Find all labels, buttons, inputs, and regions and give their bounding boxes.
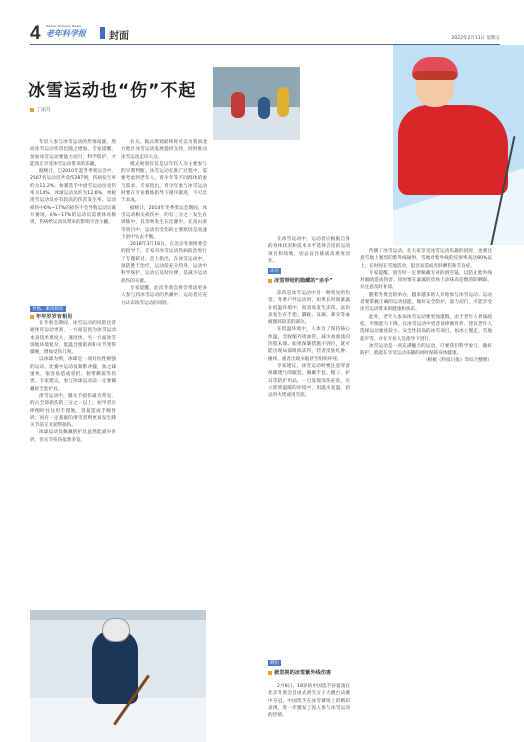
paragraph: 模式规划仅仅是以年轻人为主要参与的早期判断。冰雪运动在推广过程中，需要考虑到老年人、青少年等不同群体的参与需求。专家指出，青少年参与冰雪运动时要在专业教练指导下循序渐进，不可急于求成。 — [121, 161, 207, 204]
paragraph: 有关。模式规划最终将可以为我国北方地区冰雪运动发展提供支持，同时推动冰雪运动走向大众。 — [121, 140, 207, 160]
source-note: （根据《科技日报》等综合整理） — [423, 358, 492, 364]
ice-hockey-photo — [30, 610, 206, 742]
section3-column — [268, 683, 350, 719]
issue-date: 2022年2月11日 星期五 — [451, 36, 500, 41]
section1-column — [30, 320, 116, 444]
paragraph: 冰雪运动是一项充满魅力的运动，只要我们科学参与、做好防护，就能在享受运动乐趣的同时保障身体健康。 — [360, 343, 492, 357]
paragraph: 在冰雪运动中，运动者应根据自身的身体状况和技术水平选择合适的运动项目和场地，切忌盲目挑战高难度动作。 — [268, 237, 350, 264]
paragraph: 专家提醒，此次冬奥会将会带动更多人参与到冰雪运动的热潮中，运动者应充分认识冰雪运动的风险。 — [121, 285, 207, 306]
section-name: 封面 — [109, 31, 129, 42]
masthead-title: 老年科学报 — [46, 29, 86, 38]
column-five — [360, 248, 492, 738]
article-title: 冰雪运动也“伤”不起 — [28, 81, 197, 101]
photo-child — [258, 97, 270, 119]
section-heading: 冰雪带给的隐藏的“杀手” — [268, 277, 333, 284]
page-header — [0, 0, 524, 50]
children-skiing-photo — [213, 67, 300, 140]
byline-marker — [30, 108, 34, 112]
paragraph: 专家提醒，滑雪时一定要佩戴专业的滑雪镜，以防止紫外线对眼睛造成伤害；同时要在暴露的皮肤上涂抹高倍数的防晒霜，并注意及时补涂。 — [360, 270, 492, 291]
column-three-top — [268, 236, 350, 265]
byline — [30, 106, 51, 113]
section-tag: 冻伤 — [270, 269, 279, 274]
section-heading: 年年岁岁有相见 — [30, 313, 72, 320]
paragraph: 2月8日，18岁的中国选手谷爱凌在北京冬奥会自由式滑雪女子大跳台决赛中夺冠。中国选手在冰雪赛场上的精彩表现，进一步激发了国人参与冰雪运动的热情。 — [268, 684, 350, 719]
paragraph: 冻伤是冰雪运动中另一种常见的伤害，冬季户外运动时，如果长时间暴露在低温环境中，很容易发生冻伤。冻伤多发生在手指、脚趾、耳廓、鼻尖等血液循环较差的部位。 — [268, 291, 350, 326]
intro-column — [30, 139, 116, 227]
section2-column — [268, 290, 350, 590]
paragraph: 此外，老年人参加冰雪运动要更加谨慎。由于老年人骨质疏松、平衡能力下降，在冰雪运动中更容易摔倒骨折。建议老年人选择运动强度较小、安全性较高的冰雪项目，如冰上慢走、雪地徒步等，并在专业人员指导下进行。 — [360, 314, 492, 342]
paragraph: 专家建议，冰雪运动时要注意穿着保暖透气的服装，佩戴手套、帽子、护耳等防护用品，一旦发现冻伤症状，应立即到温暖的环境中，用温水复温，切忌用火烤或用雪搓。 — [268, 363, 350, 399]
masthead — [46, 26, 86, 39]
section-tag: 骨骼、肌肉损伤 — [32, 307, 64, 312]
paragraph: 滑雪运动中，膝关节损伤最为常见，约占全部损伤的三分之一以上。初学者在摔倒时往往用手撑地，容易造成手腕骨折；而有一定基础的滑雪者则更易发生膝关节前交叉韧带损伤。 — [30, 393, 116, 429]
page-number: 4 — [30, 23, 41, 44]
photo-hockey-helmet — [102, 618, 130, 642]
paragraph: 在低温环境中，人体为了保持核心体温，会收缩外周血管，减少血液流向四肢末端。如果保暖措施不到位，就可能出现局部组织冻伤，轻者皮肤红肿、瘙痒，重者出现水疱甚至组织坏死。 — [268, 327, 350, 362]
paragraph: 以冰球为例，冰球是一项对抗性极强的运动，比赛中运动员频繁冲撞，加之球速快，很容易造成骨折、韧带撕裂等伤害。专家建议，参与冰球运动前一定要佩戴好全套护具。 — [30, 357, 116, 392]
paragraph: 年轻人参与冰雪运动的热情高涨，然而冰雪运动伤害也随之增加。专家提醒，参加冰雪运动要量力而行，科学防护，才能真正享受冰雪运动带来的乐趣。 — [30, 140, 116, 167]
paragraph: 冰球运动员佩戴的护具虽然能减少骨折，但关节扭伤依然多发。 — [30, 430, 116, 443]
photo-jacket — [398, 105, 508, 195]
section-heading: 被忽视的冰雪紫外线伤害 — [268, 669, 331, 676]
section-tag: 晒伤 — [270, 661, 279, 666]
photo-child — [277, 87, 289, 117]
paragraph: 在冬奥会期间，冰雪运动的风险比普通体育运动更高，一方面是因为冰雪运动本身技术难度大、速度快，另一方面冰雪场地环境复杂，低温会使肌肉和关节变得僵硬，增加受伤几率。 — [30, 321, 116, 356]
paragraph: 传播了冰雪运动。在大家享受冰雪运动乐趣的同时，也要注意雪地上强烈的紫外线辐射。雪地对紫外线的反射率高达80%以上，长时间在雪地活动，很容易造成皮肤晒伤和雪盲症。 — [360, 249, 492, 269]
skier-photo — [393, 45, 524, 245]
paragraph: 据统计，自2010年起冬季奥运会中，2567名运动员共受伤287例，伤病发生率约为11.2%。参赛选手中滑雪运动员受伤率为14%，冰球运动员约为12.6%，单板滑雪运动员亦有较高的伤害发生率。运动损伤中6%~17%的损伤不会导致运动员离开赛场，6%~17%的运动员需要休养数周，伤病给运动员带来的影响不容小觑。 — [30, 169, 116, 226]
photo-child — [231, 92, 245, 118]
paragraph: 2018年3月18日，在北京冬奥组委会的指导下，专家对冰雪运动伤病防治进行了专题研讨。会上指出，在冰雪运动中，预防胜于治疗，运动前充分热身、运动中科学保护、运动后及时拉伸，是减少运动损伤的关键。 — [121, 242, 207, 284]
paragraph: 随着冬奥会的举办，越来越多的人开始参与冰雪运动。运动者要掌握正确的运动技能，做好安全防护，量力而行，才能享受冰雪运动带来的健康和快乐。 — [360, 292, 492, 313]
column-two — [121, 139, 207, 607]
paragraph: 据统计，2014年冬季奥运会期间，冰雪运动相关损伤中，约有三分之一发生在训练中，其余则发生在比赛中。在高山滑雪项目中，运动员受伤的主要原因是高速下滑中失去平衡。 — [121, 205, 207, 240]
photo-goggles — [413, 71, 457, 80]
author-name: 丁丽丹 — [36, 107, 52, 113]
masthead-subtitle: Senior Science News — [46, 24, 82, 28]
section-marker — [100, 27, 105, 39]
